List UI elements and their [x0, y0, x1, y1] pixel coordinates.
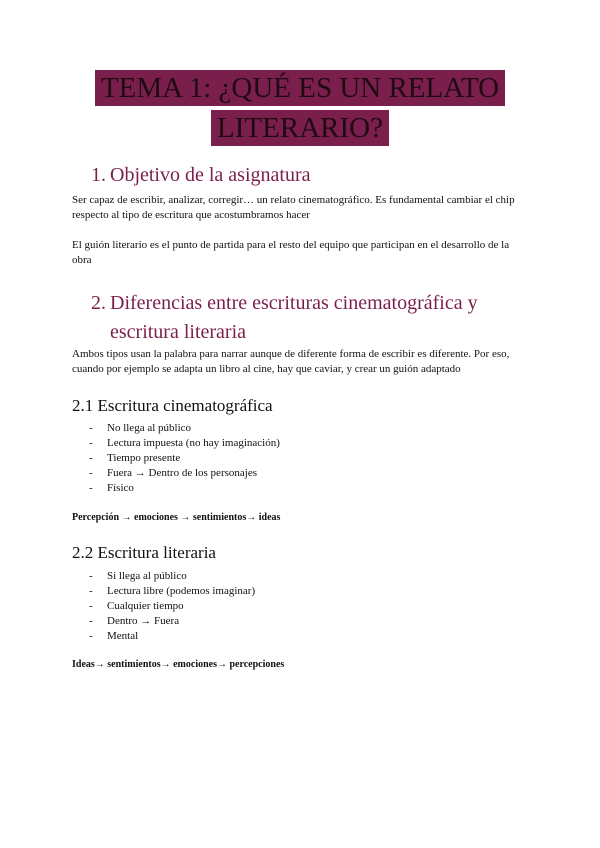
subsection-2-1-heading: 2.1 Escritura cinematográfica: [72, 396, 273, 415]
list-item-text: Fuera → Dentro de los personajes: [107, 467, 257, 479]
section-2-paragraph-1: Ambos tipos usan la palabra para narrar aunque de diferente forma de escribir es diferente. Por eso, cuando por ejemplo se adapta un libro al cine, hay que caviar, y crear un guión adaptado: [72, 348, 510, 375]
list-item-text: No llega al público: [107, 422, 192, 434]
list-item: [72, 629, 472, 644]
list-item: [72, 466, 472, 481]
list-item-text: Físico: [107, 482, 134, 494]
bullet-dash: -: [89, 452, 93, 464]
bullet-dash: -: [89, 585, 93, 597]
bullet-dash: -: [89, 630, 93, 642]
section-1-paragraph-1: Ser capaz de escribir, analizar, corregir… un relato cinematográfico. Es fundamental cambiar el chip respecto al tipo de escritura que acostumbramos hacer: [72, 194, 515, 221]
title-line-2: LITERARIO?: [211, 110, 389, 146]
list-item: [72, 451, 472, 466]
bullet-dash: -: [89, 570, 93, 582]
subsection-2-2-summary: Ideas→ sentimientos→ emociones→ percepciones: [72, 659, 285, 670]
list-item-text: Si llega al público: [107, 570, 187, 582]
bullet-dash: -: [89, 600, 93, 612]
bullet-dash: -: [89, 422, 93, 434]
section-2-title: Diferencias entre escrituras cinematográfica y escritura literaria: [110, 292, 478, 343]
list-item-text: Cualquier tiempo: [107, 600, 184, 612]
section-1-title: Objetivo de la asignatura: [110, 164, 311, 186]
list-item-text: Tiempo presente: [107, 452, 181, 464]
subsection-2-2-list: [72, 569, 472, 644]
bullet-dash: -: [89, 482, 93, 494]
bullet-dash: -: [89, 437, 93, 449]
list-item-text: Lectura libre (podemos imaginar): [107, 585, 256, 597]
subsection-2-1-list: [72, 421, 472, 496]
list-item: [72, 569, 472, 584]
subsection-2-2-heading: 2.2 Escritura literaria: [72, 543, 216, 562]
subsection-2-1-summary: Percepción → emociones → sentimientos→ ideas: [72, 512, 281, 523]
list-item: [72, 421, 472, 436]
list-item-text: Lectura impuesta (no hay imaginación): [107, 437, 280, 449]
list-item-text: Mental: [107, 630, 139, 642]
bullet-dash: -: [89, 615, 93, 627]
list-item: [72, 614, 472, 629]
list-item: [72, 481, 472, 496]
section-2-number: 2.: [91, 292, 106, 314]
page-title: [0, 70, 600, 150]
list-item: [72, 584, 472, 599]
list-item: [72, 599, 472, 614]
section-1-number: 1.: [91, 164, 106, 186]
bullet-dash: -: [89, 467, 93, 479]
section-1-paragraph-2: El guión literario es el punto de partida para el resto del equipo que participan en el desarrollo de la obra: [72, 239, 510, 266]
list-item-text: Dentro → Fuera: [107, 615, 180, 627]
list-item: [72, 436, 472, 451]
title-line-1: TEMA 1: ¿QUÉ ES UN RELATO: [95, 70, 505, 106]
